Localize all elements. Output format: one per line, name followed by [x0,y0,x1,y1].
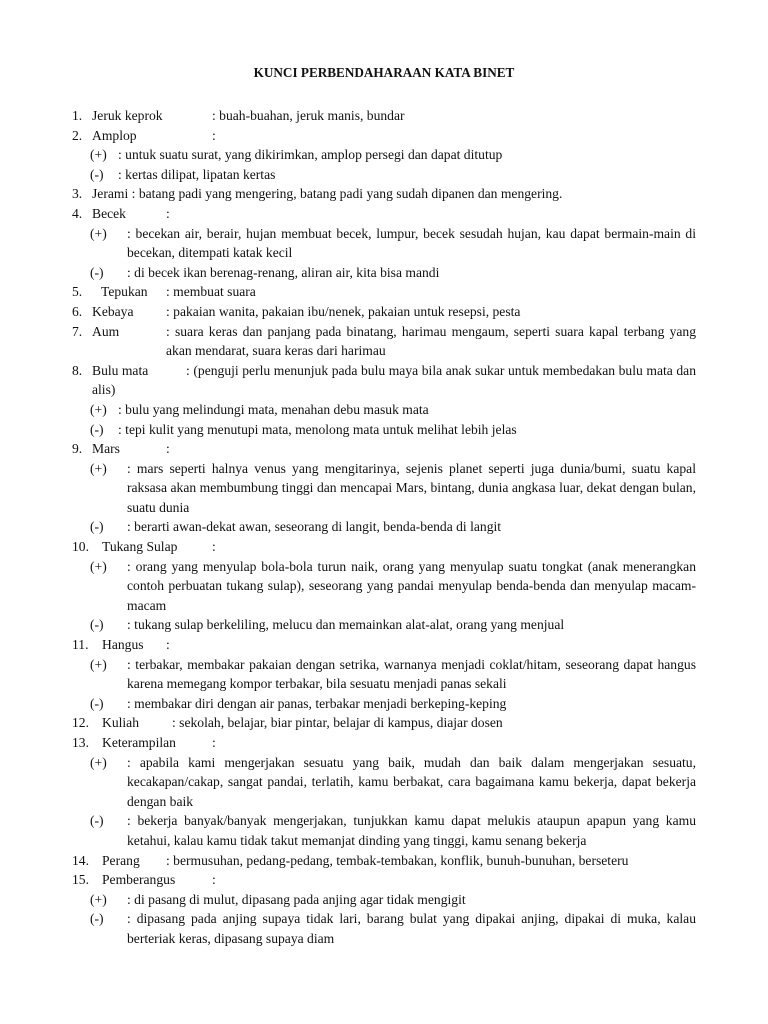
item-term: Jerami [92,186,129,202]
item-number: 5. [72,284,83,300]
list-item [72,733,696,753]
answer-text: : berarti awan-dekat awan, seseorang di langit, benda-benda di langit [127,519,502,535]
positive-answer [72,890,696,910]
answer-text: : untuk suatu surat, yang dikirimkan, amplop persegi dan dapat ditutup [118,147,503,163]
minus-marker: (-) [90,421,104,437]
answer-text: : tepi kulit yang menutupi mata, menolong mata untuk melihat lebih jelas [118,421,517,437]
list-item [72,635,696,655]
list-item [72,851,696,871]
minus-marker: (-) [90,166,104,182]
list-item [72,322,696,361]
item-number: 15. [72,872,89,888]
answer-text: : dipasang pada anjing supaya tidak lari, barang bulat yang dipakai anjing, dipakai di muka, kalau berteriak keras, dipasang supaya diam [127,911,696,946]
list-item [72,439,696,459]
item-term: Hangus [102,637,144,653]
item-term: Tukang Sulap [102,539,178,555]
negative-answer [72,165,696,185]
item-term: Perang [102,852,140,868]
plus-marker: (+) [90,891,107,907]
answer-text: : membakar diri dengan air panas, terbakar menjadi berkeping-keping [127,695,507,711]
item-term: Tepukan [101,284,148,300]
negative-answer [72,517,696,537]
answer-text: : mars seperti halnya venus yang mengitarinya, sejenis planet seperti juga dunia/bumi, suatu kapal raksasa akan membumbung tinggi dan mencapai Mars, bintang, dunia angkasa luar, dekat dengan bulan, suatu dunia [127,460,696,515]
answer-text: : bulu yang melindungi mata, menahan debu masuk mata [118,401,429,417]
item-definition: : [212,127,216,143]
answer-text: : becekan air, berair, hujan membuat becek, lumpur, becek sesudah hujan, kau dapat bermain-main di becekan, ditempati katak kecil [127,225,696,261]
item-definition: : [166,205,170,221]
item-number: 4. [72,205,83,221]
item-term: Bulu mata [92,362,149,378]
item-term: Pemberangus [102,872,176,888]
plus-marker: (+) [90,754,107,770]
list-item [72,361,696,400]
item-definition: : [212,539,216,555]
item-definition: : membuat suara [166,284,256,300]
list-item [72,302,696,322]
item-number: 14. [72,852,89,868]
item-term: Keterampilan [102,735,176,750]
list-item [72,282,696,302]
item-number: 12. [72,715,89,731]
item-definition: : [166,637,170,653]
item-number: 8. [72,362,83,378]
answer-text: : di becek ikan berenag-renang, aliran air, kita bisa mandi [127,264,440,280]
plus-marker: (+) [90,225,107,241]
plus-marker: (+) [90,558,107,574]
item-number: 2. [72,127,83,143]
item-term: Kebaya [92,303,134,319]
item-definition: : [212,872,216,888]
item-definition: : (penguji perlu menunjuk pada bulu maya bila anak sukar untuk membedakan bulu mata dan alis) [92,362,696,398]
page-title: KUNCI PERBENDAHARAAN KATA BINET [253,65,515,80]
item-definition: : suara keras dan panjang pada binatang, harimau mengaum, seperti suara kapal terbang yang akan mendarat, suara keras dari harimau [166,323,696,359]
item-definition [72,184,696,204]
minus-marker: (-) [90,813,104,829]
vocabulary-list [72,106,696,949]
negative-answer [72,615,696,635]
positive-answer [72,400,696,420]
item-number: 10. [72,539,89,555]
item-definition: : sekolah, belajar, biar pintar, belajar di kampus, diajar dosen [172,715,503,731]
plus-marker: (+) [90,460,107,476]
positive-answer [72,145,696,165]
positive-answer [72,557,696,616]
answer-text: : terbakar, membakar pakaian dengan setrika, warnanya menjadi coklat/hitam, seseorang dapat hangus karena memegang kompor terbakar, bila sesuatu menjadi panas sekali [127,656,696,692]
positive-answer [72,224,696,263]
positive-answer [72,459,696,518]
list-item [72,106,696,126]
answer-text: : kertas dilipat, lipatan kertas [118,166,276,182]
plus-marker: (+) [90,147,107,163]
positive-answer [72,753,696,812]
item-number: 13. [72,735,89,750]
list-item [72,870,696,890]
item-definition: : bermusuhan, pedang-pedang, tembak-tembakan, konflik, bunuh-bunuhan, berseteru [166,852,629,868]
item-definition: : pakaian wanita, pakaian ibu/nenek, pakaian untuk resepsi, pesta [166,303,521,319]
item-term: Amplop [92,127,137,143]
answer-text: : di pasang di mulut, dipasang pada anjing agar tidak mengigit [127,891,466,907]
answer-text: : orang yang menyulap bola-bola turun naik, orang yang menyulap suatu tongkat (anak menerangkan contoh perbuatan tukang sulap), seseorang yang pandai menyulap benda-benda dan menyulap macam-macam [127,558,696,613]
negative-answer [72,420,696,440]
answer-text: : apabila kami mengerjakan sesuatu yang baik, mudah dan baik dalam mengerjakan sesuatu, kecakapan/cakap, sangat pandai, terlatih, kamu berbakat, cara bagaimana kamu bekerja, dapat bekerja dengan baik [127,754,696,809]
item-term: Becek [92,205,126,221]
item-definition: : [166,441,170,457]
item-term: Mars [92,441,120,457]
negative-answer [72,811,696,850]
list-item [72,204,696,224]
item-term: Jeruk keprok [92,108,163,123]
minus-marker: (-) [90,695,104,711]
plus-marker: (+) [90,401,107,417]
item-number: 6. [72,303,83,319]
item-term: Kuliah [102,715,139,731]
item-number: 11. [72,637,89,653]
answer-text: : tukang sulap berkeliling, melucu dan memainkan alat-alat, orang yang menjual [127,617,565,633]
negative-answer [72,909,696,948]
item-term: Aum [92,323,120,339]
item-number: 9. [72,441,83,457]
list-item [72,713,696,733]
answer-text: : bekerja banyak/banyak mengerjakan, tunjukkan kamu dapat melukis ataupun apapun yang kamu ketahui, kalau kamu tidak takut memanjat dinding yang tinggi, kamu senang bekerja [127,813,696,848]
minus-marker: (-) [90,617,104,633]
item-number: 3. [72,186,83,202]
item-def-text: : batang padi yang mengering, batang padi yang sudah dipanen dan mengering. [131,186,563,202]
list-item [72,126,696,146]
item-definition: : [212,735,216,750]
list-item [72,537,696,557]
item-definition: : buah-buahan, jeruk manis, bundar [212,108,405,123]
item-number: 7. [72,323,83,339]
minus-marker: (-) [90,911,104,927]
list-item [72,184,696,204]
plus-marker: (+) [90,656,107,672]
positive-answer [72,655,696,694]
negative-answer [72,263,696,283]
minus-marker: (-) [90,264,104,280]
minus-marker: (-) [90,519,104,535]
negative-answer [72,694,696,714]
item-number: 1. [72,108,83,123]
